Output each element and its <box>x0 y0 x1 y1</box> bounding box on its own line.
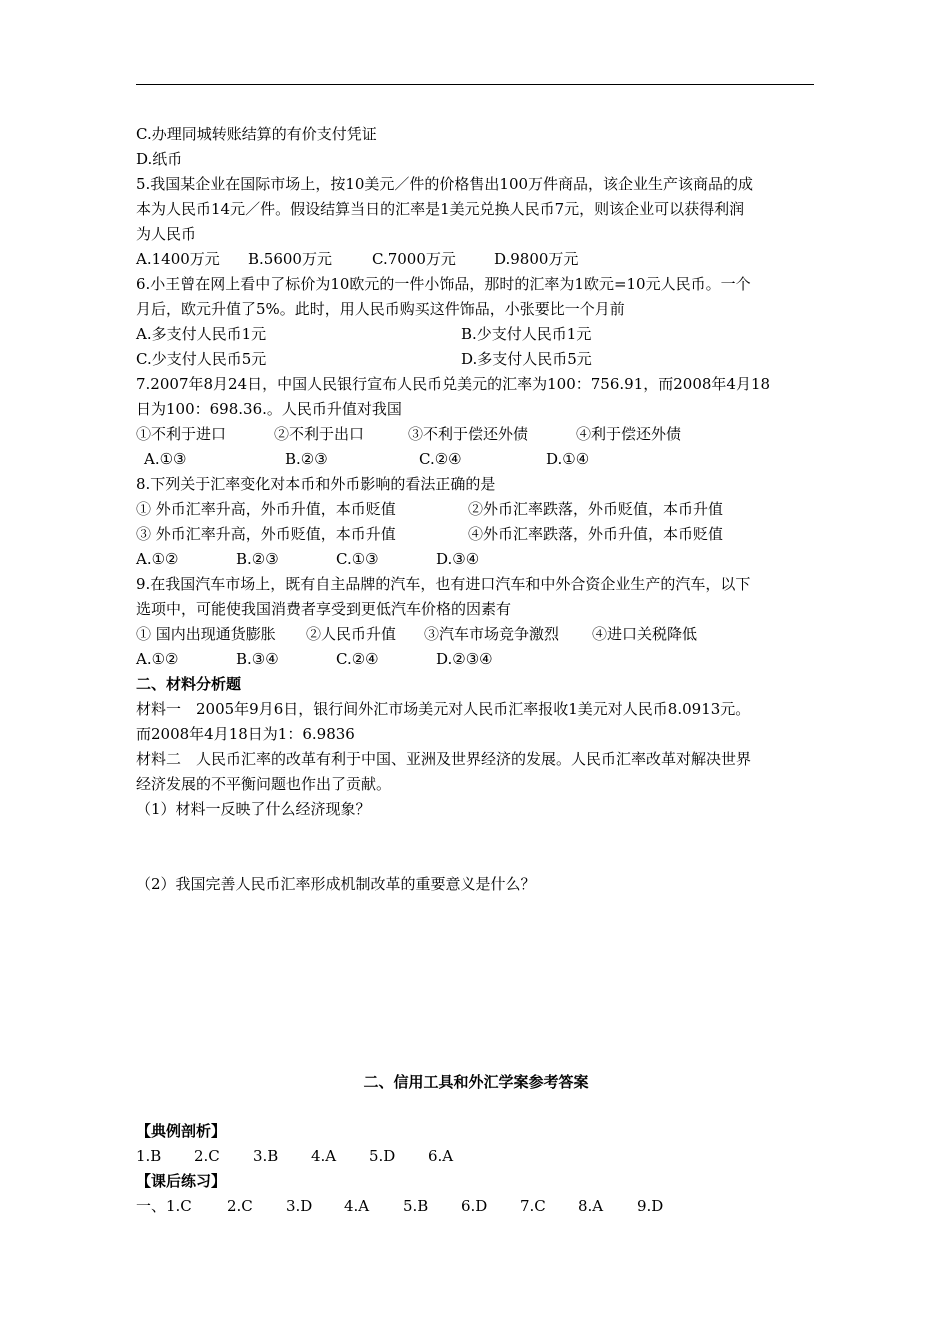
q4-option-c: C.办理同城转账结算的有价支付凭证 <box>136 125 377 143</box>
answer-list-examples <box>136 1144 816 1169</box>
q8-options <box>136 547 816 572</box>
q6-options-row2 <box>136 347 816 372</box>
q8-items-row1 <box>136 497 816 522</box>
q8-option: B.②③ <box>236 550 279 568</box>
q7-stem-1: 7.2007年8月24日，中国人民银行宣布人民币兑美元的汇率为100：756.91，而2008年4月18 <box>136 375 771 393</box>
answer-item: 4.A <box>344 1197 370 1215</box>
q6-options-row1 <box>136 322 816 347</box>
answer-heading-examples: 【典例剖析】 <box>136 1122 227 1140</box>
q8-stem: 8.下列关于汇率变化对本币和外币影响的看法正确的是 <box>136 475 496 493</box>
q9-item: ① 国内出现通货膨胀 <box>136 625 276 643</box>
q5-options <box>136 247 816 272</box>
answer-list-exercises <box>136 1194 816 1219</box>
q8-item: ① 外币汇率升高，外币升值，本币贬值 <box>136 500 396 518</box>
answer-heading-exercises: 【课后练习】 <box>136 1172 227 1190</box>
answer-item: 2.C <box>227 1197 253 1215</box>
material-2-line-1: 材料二 人民币汇率的改革有利于中国、亚洲及世界经济的发展。人民币汇率改革对解决世界 <box>136 750 752 768</box>
q8-items-row2 <box>136 522 816 547</box>
q7-option: D.①④ <box>546 450 590 468</box>
q9-item: ④进口关税降低 <box>592 625 698 643</box>
answer-item: 5.D <box>369 1147 396 1165</box>
q5-option: B.5600万元 <box>248 250 332 268</box>
sub-question-2: （2）我国完善人民币汇率形成机制改革的重要意义是什么？ <box>136 875 536 893</box>
q5-stem-1: 5.我国某企业在国际市场上，按10美元／件的价格售出100万件商品，该企业生产该商品的成 <box>136 175 754 193</box>
answer-item: 1.B <box>136 1147 162 1165</box>
answer-item: 8.A <box>578 1197 604 1215</box>
answer-title: 二、信用工具和外汇学案参考答案 <box>363 1073 589 1091</box>
q7-option: B.②③ <box>285 450 328 468</box>
q9-items <box>136 622 816 647</box>
answer-item: 4.A <box>311 1147 337 1165</box>
q9-option: B.③④ <box>236 650 279 668</box>
material-2-line-2: 经济发展的不平衡问题也作出了贡献。 <box>136 775 392 793</box>
answer-item: 3.D <box>286 1197 313 1215</box>
q6-stem-1: 6.小王曾在网上看中了标价为10欧元的一件小饰品，那时的汇率为1欧元=10元人民币。一个 <box>136 275 751 293</box>
q8-option: D.③④ <box>436 550 480 568</box>
q7-option: C.②④ <box>419 450 462 468</box>
q8-option: C.①③ <box>336 550 379 568</box>
q6-option-a: A.多支付人民币1元 <box>136 325 267 343</box>
q6-option-b: B.少支付人民币1元 <box>461 325 592 343</box>
q7-stem-2: 日为100：698.36.。人民币升值对我国 <box>136 400 402 418</box>
q7-items <box>136 422 816 447</box>
q5-stem-2: 本为人民币14元／件。假设结算当日的汇率是1美元兑换人民币7元，则该企业可以获得利润 <box>136 200 745 218</box>
material-1-line-1: 材料一 2005年9月6日，银行间外汇市场美元对人民币汇率报收1美元对人民币8.0913元。 <box>136 700 751 718</box>
q9-stem-2: 选项中，可能使我国消费者享受到更低汽车价格的因素有 <box>136 600 512 618</box>
header-rule <box>136 84 814 85</box>
q7-item: ③不利于偿还外债 <box>408 425 529 443</box>
answer-item: 5.B <box>403 1197 429 1215</box>
q5-stem-3: 为人民币 <box>136 225 197 243</box>
q7-option: A.①③ <box>144 450 187 468</box>
q9-stem-1: 9.在我国汽车市场上，既有自主品牌的汽车，也有进口汽车和中外合资企业生产的汽车，以下 <box>136 575 751 593</box>
q4-option-d: D.纸币 <box>136 150 183 168</box>
q8-item: ④外币汇率跌落，外币升值，本币贬值 <box>468 525 724 543</box>
q9-options <box>136 647 816 672</box>
answer-item: 9.D <box>637 1197 664 1215</box>
q9-item: ③汽车市场竞争激烈 <box>424 625 560 643</box>
q8-item: ②外币汇率跌落，外币贬值，本币升值 <box>468 500 724 518</box>
answer-item: 6.D <box>461 1197 488 1215</box>
answer-item: 6.A <box>428 1147 454 1165</box>
q9-item: ②人民币升值 <box>306 625 397 643</box>
answer-item: 3.B <box>253 1147 279 1165</box>
answer-item: 一、1.C <box>136 1197 192 1215</box>
q6-option-d: D.多支付人民币5元 <box>461 350 592 368</box>
document-page <box>136 122 816 1219</box>
q6-option-c: C.少支付人民币5元 <box>136 350 267 368</box>
answer-item: 7.C <box>520 1197 546 1215</box>
q6-stem-2: 月后，欧元升值了5%。此时，用人民币购买这件饰品，小张要比一个月前 <box>136 300 625 318</box>
q7-item: ④利于偿还外债 <box>576 425 682 443</box>
answer-item: 2.C <box>194 1147 220 1165</box>
q7-item: ①不利于进口 <box>136 425 227 443</box>
material-1-line-2: 而2008年4月18日为1：6.9836 <box>136 725 355 743</box>
q8-option: A.①② <box>136 550 179 568</box>
q7-item: ②不利于出口 <box>274 425 365 443</box>
q8-item: ③ 外币汇率升高，外币贬值，本币升值 <box>136 525 396 543</box>
q5-option: A.1400万元 <box>136 250 220 268</box>
q5-option: C.7000万元 <box>372 250 456 268</box>
q9-option: C.②④ <box>336 650 379 668</box>
q9-option: D.②③④ <box>436 650 493 668</box>
sub-question-1: （1）材料一反映了什么经济现象？ <box>136 800 371 818</box>
q5-option: D.9800万元 <box>494 250 579 268</box>
q7-options <box>136 447 816 472</box>
section-heading: 二、材料分析题 <box>136 675 242 693</box>
q9-option: A.①② <box>136 650 179 668</box>
